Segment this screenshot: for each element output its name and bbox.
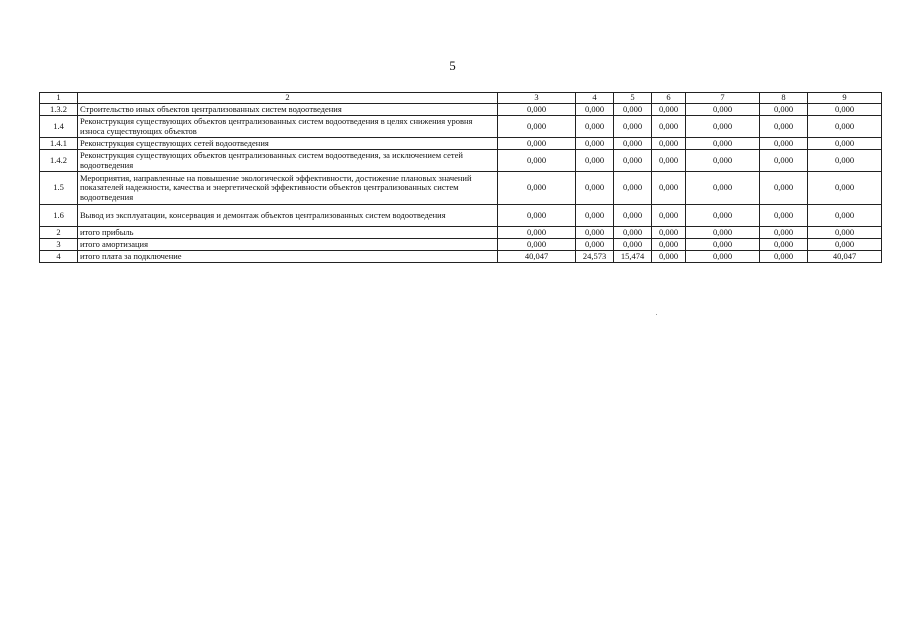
value-cell: 0,000: [614, 150, 652, 172]
value-cell: 0,000: [760, 116, 808, 138]
table-row: [40, 104, 882, 116]
value-cell: 0,000: [808, 172, 882, 205]
value-cell: 0,000: [614, 104, 652, 116]
table-row: [40, 251, 882, 263]
value-cell: 0,000: [808, 138, 882, 150]
row-number: 1.6: [40, 205, 78, 227]
row-name: Реконструкция существующих сетей водоотведения: [78, 138, 498, 150]
row-number: 1.3.2: [40, 104, 78, 116]
table-row: [40, 138, 882, 150]
value-cell: 0,000: [652, 227, 686, 239]
value-cell: 0,000: [686, 227, 760, 239]
value-cell: 0,000: [808, 104, 882, 116]
row-number: 1.4: [40, 116, 78, 138]
value-cell: 0,000: [576, 116, 614, 138]
header-cell: 8: [760, 93, 808, 104]
value-cell: 40,047: [498, 251, 576, 263]
value-cell: 0,000: [760, 251, 808, 263]
table-header-row: [40, 93, 882, 104]
row-number: 3: [40, 239, 78, 251]
value-cell: 0,000: [614, 138, 652, 150]
value-cell: 0,000: [686, 104, 760, 116]
row-name: итого прибыль: [78, 227, 498, 239]
value-cell: 0,000: [808, 150, 882, 172]
row-name: Реконструкция существующих объектов централизованных систем водоотведения, за исключением сетей водоотведения: [78, 150, 498, 172]
value-cell: 0,000: [498, 150, 576, 172]
value-cell: 0,000: [760, 172, 808, 205]
value-cell: 0,000: [576, 104, 614, 116]
value-cell: 0,000: [614, 172, 652, 205]
value-cell: 0,000: [498, 172, 576, 205]
value-cell: 0,000: [576, 205, 614, 227]
value-cell: 0,000: [808, 116, 882, 138]
value-cell: 0,000: [686, 172, 760, 205]
value-cell: 0,000: [652, 104, 686, 116]
value-cell: 0,000: [614, 227, 652, 239]
row-name: Мероприятия, направленные на повышение экологической эффективности, достижение плановых значений показателей надежности, качества и энергетической эффективности объектов централизованных систем водоотведения: [78, 172, 498, 205]
row-name: итого амортизация: [78, 239, 498, 251]
row-number: 1.4.1: [40, 138, 78, 150]
value-cell: 0,000: [652, 116, 686, 138]
value-cell: 0,000: [614, 116, 652, 138]
value-cell: 0,000: [498, 138, 576, 150]
value-cell: 0,000: [686, 116, 760, 138]
value-cell: 0,000: [576, 239, 614, 251]
value-cell: 0,000: [652, 239, 686, 251]
value-cell: 0,000: [498, 104, 576, 116]
header-cell: 7: [686, 93, 760, 104]
value-cell: 0,000: [498, 227, 576, 239]
scan-speck: [656, 314, 657, 315]
value-cell: 0,000: [576, 172, 614, 205]
header-cell: 4: [576, 93, 614, 104]
row-number: 1.5: [40, 172, 78, 205]
value-cell: 0,000: [760, 205, 808, 227]
header-cell: 5: [614, 93, 652, 104]
page-number: 5: [449, 58, 456, 73]
value-cell: 40,047: [808, 251, 882, 263]
value-cell: 0,000: [652, 150, 686, 172]
data-table: [39, 92, 882, 263]
value-cell: 0,000: [652, 251, 686, 263]
value-cell: 0,000: [808, 239, 882, 251]
value-cell: 0,000: [576, 150, 614, 172]
header-cell: 6: [652, 93, 686, 104]
row-name: Вывод из эксплуатации, консервация и демонтаж объектов централизованных систем водоотведения: [78, 205, 498, 227]
value-cell: 0,000: [760, 227, 808, 239]
value-cell: 24,573: [576, 251, 614, 263]
header-cell: 2: [78, 93, 498, 104]
row-number: 2: [40, 227, 78, 239]
value-cell: 0,000: [498, 205, 576, 227]
row-number: 1.4.2: [40, 150, 78, 172]
value-cell: 0,000: [652, 205, 686, 227]
value-cell: 15,474: [614, 251, 652, 263]
value-cell: 0,000: [686, 138, 760, 150]
header-cell: 3: [498, 93, 576, 104]
row-name: Реконструкция существующих объектов централизованных систем водоотведения в целях снижения уровня износа существующих объектов: [78, 116, 498, 138]
value-cell: 0,000: [686, 251, 760, 263]
value-cell: 0,000: [686, 150, 760, 172]
value-cell: 0,000: [760, 138, 808, 150]
table-row: [40, 239, 882, 251]
value-cell: 0,000: [614, 239, 652, 251]
value-cell: 0,000: [498, 239, 576, 251]
value-cell: 0,000: [576, 138, 614, 150]
header-cell: 9: [808, 93, 882, 104]
value-cell: 0,000: [808, 227, 882, 239]
value-cell: 0,000: [576, 227, 614, 239]
table-row: [40, 227, 882, 239]
value-cell: 0,000: [498, 116, 576, 138]
table-row: [40, 116, 882, 138]
value-cell: 0,000: [686, 205, 760, 227]
value-cell: 0,000: [760, 239, 808, 251]
table-row: [40, 172, 882, 205]
value-cell: 0,000: [614, 205, 652, 227]
row-name: итого плата за подключение: [78, 251, 498, 263]
value-cell: 0,000: [652, 172, 686, 205]
row-name: Строительство иных объектов централизованных систем водоотведения: [78, 104, 498, 116]
table-row: [40, 205, 882, 227]
value-cell: 0,000: [760, 150, 808, 172]
value-cell: 0,000: [760, 104, 808, 116]
row-number: 4: [40, 251, 78, 263]
value-cell: 0,000: [808, 205, 882, 227]
value-cell: 0,000: [686, 239, 760, 251]
header-cell: 1: [40, 93, 78, 104]
table-row: [40, 150, 882, 172]
value-cell: 0,000: [652, 138, 686, 150]
